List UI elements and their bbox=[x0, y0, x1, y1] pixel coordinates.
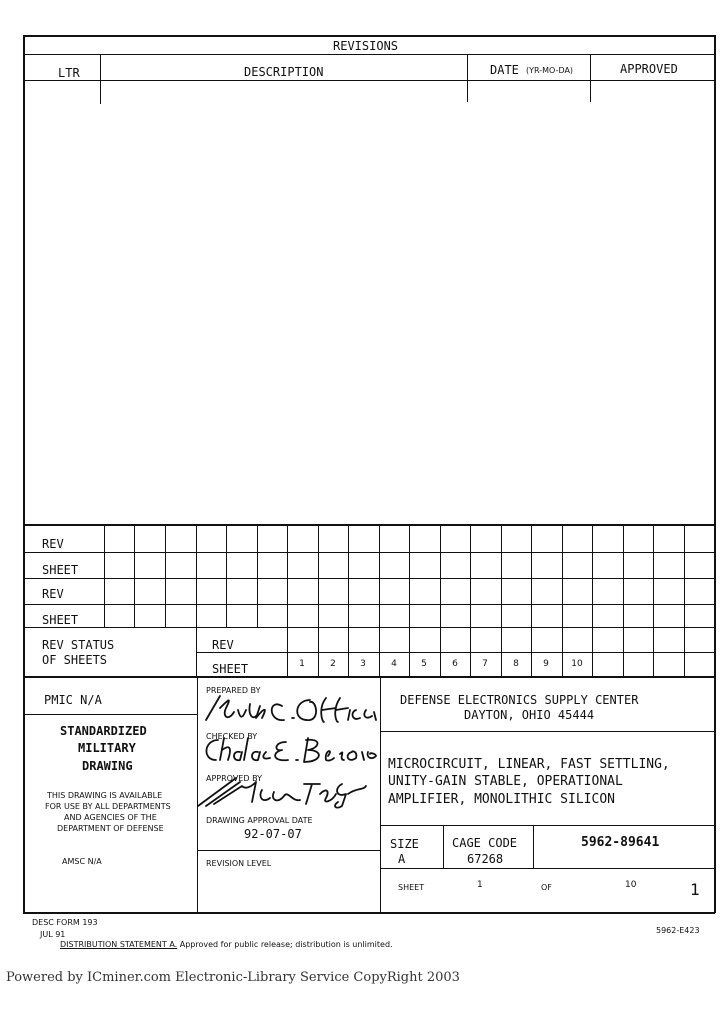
status-sheet-label: SHEET bbox=[212, 662, 249, 676]
revision-level-label: REVISION LEVEL bbox=[206, 859, 272, 868]
approved-signature bbox=[196, 776, 376, 810]
drawing-number: 5962-89641 bbox=[581, 835, 660, 850]
sheet-number-10: 10 bbox=[571, 659, 583, 669]
availability-line-1: THIS DRAWING IS AVAILABLE bbox=[47, 791, 163, 800]
prepared-by-label: PREPARED BY bbox=[206, 686, 261, 695]
rev-status-label: REV STATUS bbox=[42, 638, 115, 652]
form-code: 5962-E423 bbox=[656, 926, 700, 935]
checked-signature bbox=[200, 734, 380, 766]
sheet-label: SHEET bbox=[398, 883, 425, 892]
amsc-label: AMSC N/A bbox=[62, 857, 102, 866]
sheet-number-1: 1 bbox=[299, 659, 305, 669]
powered-by-notice: Powered by ICminer.com Electronic-Library Service CopyRight 2003 bbox=[6, 970, 460, 985]
sheet-number-3: 3 bbox=[360, 659, 366, 669]
agency-address: DAYTON, OHIO 45444 bbox=[464, 708, 595, 722]
sheet-number-4: 4 bbox=[391, 659, 397, 669]
sheet-value: 1 bbox=[477, 880, 483, 890]
drawing-label: DRAWING bbox=[82, 759, 133, 773]
cage-code-value: 67268 bbox=[467, 852, 504, 866]
page-mark: 1 bbox=[690, 880, 700, 899]
sheet-number-9: 9 bbox=[543, 659, 549, 669]
size-value: A bbox=[398, 852, 406, 866]
availability-line-2: FOR USE BY ALL DEPARTMENTS bbox=[45, 802, 171, 811]
sheet-number-7: 7 bbox=[482, 659, 488, 669]
availability-line-3: AND AGENCIES OF THE bbox=[64, 813, 157, 822]
distribution-text: Approved for public release; distribution is unlimited. bbox=[177, 940, 393, 949]
form-date: JUL 91 bbox=[40, 930, 66, 939]
distribution-label: DISTRIBUTION STATEMENT A. bbox=[60, 940, 178, 949]
form-number: DESC FORM 193 bbox=[32, 918, 98, 927]
cage-code-label: CAGE CODE bbox=[452, 836, 518, 850]
availability-line-4: DEPARTMENT OF DEFENSE bbox=[57, 824, 164, 833]
approved-by-label: APPROVED BY bbox=[206, 774, 263, 783]
military-label: MILITARY bbox=[78, 741, 136, 755]
pmic-label: PMIC N/A bbox=[44, 693, 102, 707]
status-rev-label: REV bbox=[212, 638, 234, 652]
grid-row-sheet-2: SHEET bbox=[42, 613, 79, 627]
col-ltr: LTR bbox=[58, 66, 80, 80]
standardized-label: STANDARDIZED bbox=[60, 724, 147, 738]
col-description: DESCRIPTION bbox=[244, 65, 324, 79]
revisions-title: REVISIONS bbox=[333, 39, 399, 53]
size-label: SIZE bbox=[390, 837, 419, 851]
col-date: DATE bbox=[490, 63, 519, 77]
of-sheets-label: OF SHEETS bbox=[42, 653, 108, 667]
title-line-1: MICROCIRCUIT, LINEAR, FAST SETTLING, bbox=[388, 757, 670, 772]
title-line-2: UNITY-GAIN STABLE, OPERATIONAL bbox=[388, 774, 623, 789]
distribution-statement bbox=[60, 940, 393, 949]
title-line-3: AMPLIFIER, MONOLITHIC SILICON bbox=[388, 792, 615, 807]
grid-row-rev-2: REV bbox=[42, 587, 64, 601]
prepared-signature bbox=[198, 688, 378, 728]
checked-by-label: CHECKED BY bbox=[206, 732, 258, 741]
sheet-number-2: 2 bbox=[330, 659, 336, 669]
sheet-number-5: 5 bbox=[421, 659, 427, 669]
grid-row-rev-1: REV bbox=[42, 537, 64, 551]
col-approved: APPROVED bbox=[620, 62, 678, 76]
approval-date-label: DRAWING APPROVAL DATE bbox=[206, 816, 313, 825]
approval-date: 92-07-07 bbox=[244, 827, 302, 841]
sheet-number-8: 8 bbox=[513, 659, 519, 669]
col-date-format: (YR-MO-DA) bbox=[526, 66, 574, 75]
of-label: OF bbox=[541, 883, 552, 892]
of-value: 10 bbox=[625, 880, 637, 890]
sheet-number-6: 6 bbox=[452, 659, 458, 669]
grid-row-sheet-1: SHEET bbox=[42, 563, 79, 577]
agency-name: DEFENSE ELECTRONICS SUPPLY CENTER bbox=[400, 693, 639, 707]
